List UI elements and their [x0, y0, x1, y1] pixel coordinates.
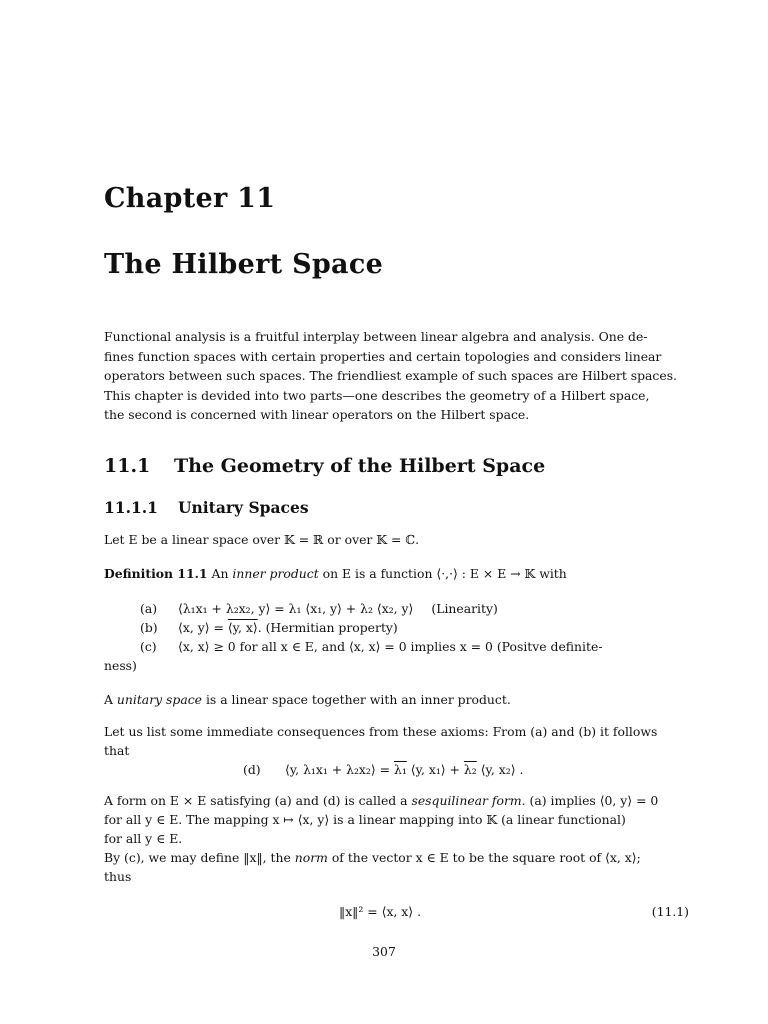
section-number: 11.1	[104, 455, 151, 477]
intro-line: This chapter is devided into two parts—one describes the geometry of a Hilbert space,	[104, 387, 650, 403]
definition-text-a: An	[211, 566, 229, 581]
axiom-list	[104, 599, 690, 675]
axiom-tag: (a)	[140, 601, 158, 616]
definition-text-b: on E is a function ⟨·,·⟩ : E × E → 𝕂 with	[322, 566, 567, 581]
subsection-title: Unitary Spaces	[178, 498, 309, 517]
norm-equation: ‖x‖² = ⟨x, x⟩ .	[339, 904, 422, 919]
consequences-line: Let us list some immediate consequences from these axioms: From (a) and (b) it follows	[104, 724, 658, 739]
norm-term: norm	[294, 850, 328, 865]
form-text: (a) implies ⟨0, y⟩ = 0	[529, 793, 659, 808]
section-heading	[104, 455, 545, 477]
unitary-space-sentence	[104, 690, 690, 709]
intro-paragraph	[104, 327, 690, 425]
conjugate-lambda-1: λ₁	[393, 762, 407, 777]
form-paragraph	[104, 791, 690, 886]
form-line-3: for all y ∈ E.	[104, 831, 183, 846]
form-text: By (c), we may define ‖x‖, the	[104, 850, 291, 865]
form-line-5: thus	[104, 869, 132, 884]
sesquilinear-term: sesquilinear form.	[411, 793, 526, 808]
section-title: The Geometry of the Hilbert Space	[174, 455, 546, 477]
form-line-2: for all y ∈ E. The mapping x ↦ ⟨x, y⟩ is a linear mapping into 𝕂 (a linear functional)	[104, 812, 626, 827]
axiom-note: . (Hermitian property)	[257, 620, 398, 635]
consequences-paragraph	[104, 722, 690, 760]
equation-right: ⟨y, x₂⟩ .	[480, 762, 524, 777]
intro-line: Functional analysis is a fruitful interplay between linear algebra and analysis. One de-	[104, 329, 648, 344]
intro-line: the second is concerned with linear operators on the Hilbert space.	[104, 407, 530, 422]
intro-line: fines function spaces with certain properties and certain topologies and considers linear	[104, 348, 662, 364]
form-line-4	[104, 848, 690, 867]
axiom-tag: (c)	[140, 639, 157, 654]
axiom-c-wrap: ness)	[104, 658, 137, 673]
axiom-formula: ⟨x, y⟩ =	[178, 620, 224, 635]
axiom-c	[140, 637, 690, 656]
display-equation-d	[243, 762, 523, 777]
conjugate-term: ⟨y, x⟩	[227, 620, 258, 635]
form-text: of the vector x ∈ E to be the square root of ⟨x, x⟩;	[331, 850, 641, 865]
subsection-heading	[104, 498, 309, 517]
axiom-note: (Linearity)	[431, 601, 498, 616]
definition-term: inner product	[232, 566, 319, 581]
unitary-term: unitary space	[116, 692, 203, 707]
unitary-rest: is a linear space together with an inner product.	[205, 692, 511, 707]
axiom-tag: (b)	[140, 620, 158, 635]
equation-tag: (d)	[243, 762, 261, 777]
let-line: Let E be a linear space over 𝕂 = ℝ or over 𝕂 = ℂ.	[104, 532, 420, 547]
definition-block	[104, 566, 690, 581]
chapter-title: The Hilbert Space	[104, 249, 384, 280]
conjugate-lambda-2: λ₂	[463, 762, 477, 777]
form-text: A form on E × E satisfying (a) and (d) is called a	[104, 793, 408, 808]
form-line-1	[104, 791, 690, 810]
axiom-text: ⟨x, x⟩ ≥ 0 for all x ∈ E, and ⟨x, x⟩ = 0 implies x = 0 (Positve definite-	[178, 639, 603, 654]
unitary-a: A	[104, 692, 113, 707]
chapter-label: Chapter 11	[104, 183, 276, 214]
subsection-number: 11.1.1	[104, 498, 158, 517]
equation-number: (11.1)	[651, 904, 689, 919]
page-number: 307	[372, 944, 396, 959]
axiom-b	[140, 618, 690, 637]
equation-middle: ⟨y, x₁⟩ +	[410, 762, 460, 777]
axiom-formula: ⟨λ₁x₁ + λ₂x₂, y⟩ = λ₁ ⟨x₁, y⟩ + λ₂ ⟨x₂, y⟩	[178, 601, 414, 616]
definition-label: Definition 11.1	[104, 566, 208, 581]
linear-space-sentence	[104, 530, 690, 549]
equation-left: ⟨y, λ₁x₁ + λ₂x₂⟩ =	[285, 762, 391, 777]
intro-line: operators between such spaces. The friendliest example of such spaces are Hilbert spaces.	[104, 368, 677, 383]
consequences-line: that	[104, 743, 130, 758]
axiom-a	[140, 599, 690, 618]
